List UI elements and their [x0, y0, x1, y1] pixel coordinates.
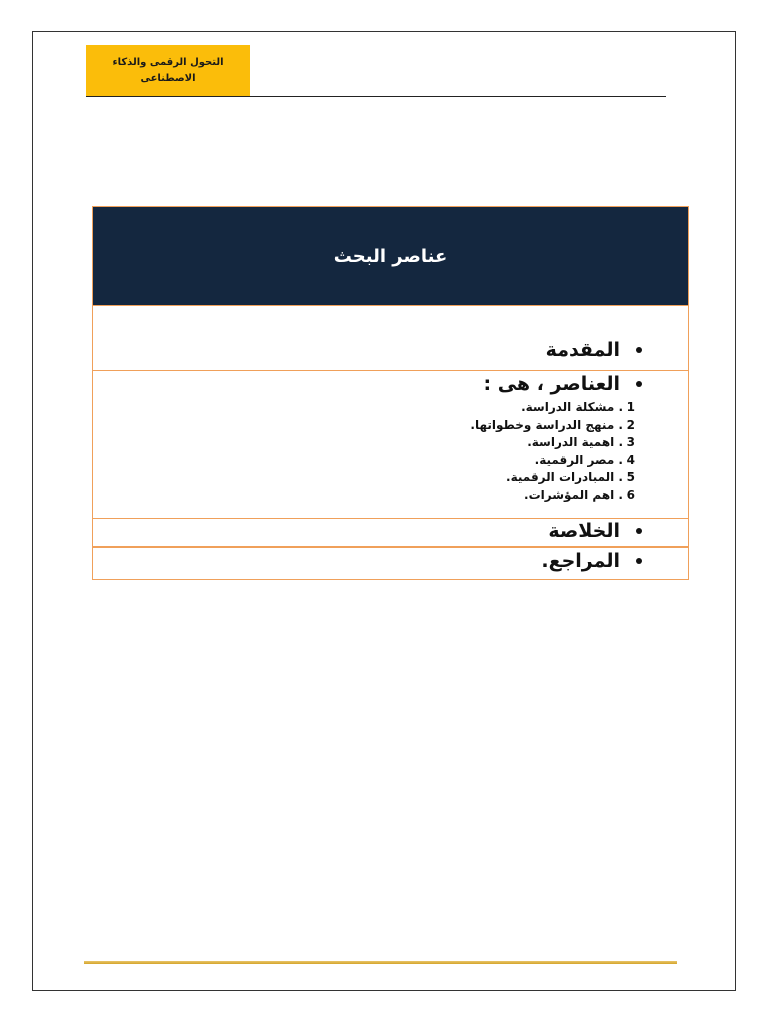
toc-row-summary — [93, 519, 688, 548]
toc-item-label: الخلاصة — [548, 520, 620, 542]
bullet-icon — [636, 347, 642, 353]
toc-subitem: 5. المبادرات الرقمية. — [506, 470, 635, 484]
toc-row-elements — [93, 371, 688, 519]
toc-row-intro — [93, 306, 688, 371]
toc-item-elements — [484, 373, 643, 395]
toc-subitem: 6. اهم المؤشرات. — [524, 487, 635, 502]
toc-item-references — [541, 550, 642, 572]
toc-item-summary — [548, 520, 642, 542]
header-badge-line2: الاصطناعى — [140, 73, 196, 84]
header-badge-line1: التحول الرقمى والذكاء — [112, 57, 224, 68]
toc-item-label: المراجع. — [541, 550, 620, 572]
header-rule — [86, 96, 666, 97]
header-badge — [86, 45, 250, 97]
toc-subitem: 3. اهمية الدراسة. — [527, 435, 635, 449]
footer-rule — [84, 961, 677, 964]
toc-title: عناصر البحث — [333, 245, 448, 267]
toc-subitem: 2. منهج الدراسة وخطواتها. — [470, 417, 635, 432]
toc-sublist — [470, 399, 635, 504]
toc-item-label: المقدمة — [545, 339, 620, 361]
toc-subitem: 4. مصر الرقمية. — [534, 452, 635, 467]
toc-row-references — [93, 548, 688, 579]
toc-table — [92, 206, 689, 580]
toc-subitem: 1. مشكلة الدراسة. — [521, 400, 635, 414]
bullet-icon — [636, 381, 642, 387]
bullet-icon — [636, 528, 642, 534]
bullet-icon — [636, 558, 642, 564]
toc-item-intro — [546, 339, 642, 361]
toc-item-label: العناصر ، هى : — [483, 373, 620, 395]
toc-title-cell — [93, 207, 688, 306]
